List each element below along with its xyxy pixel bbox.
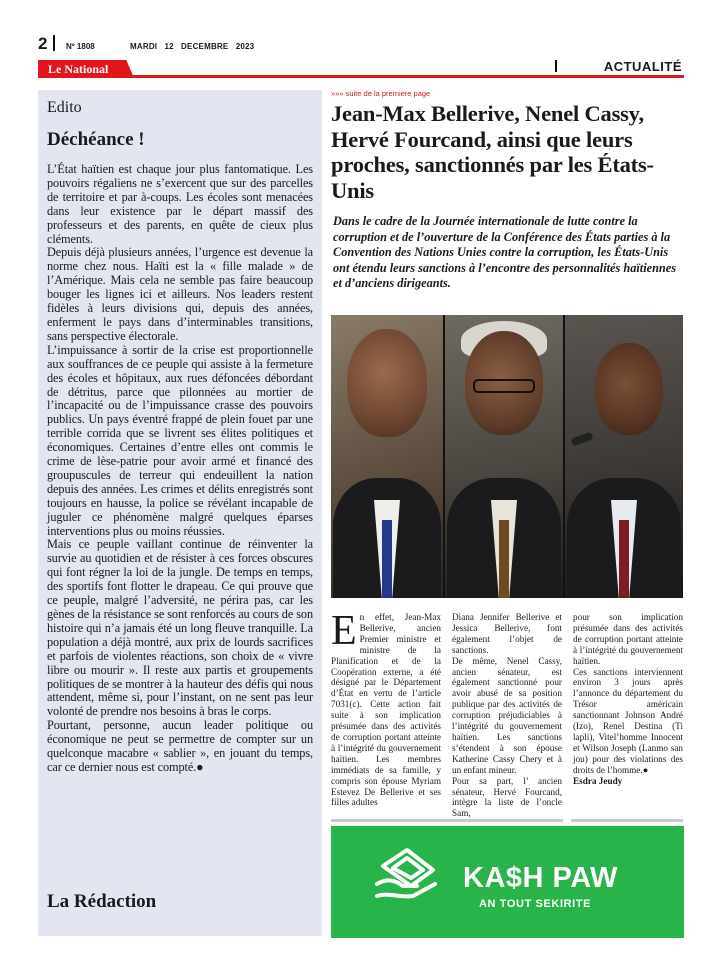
edito-title: Déchéance ! <box>47 129 145 150</box>
money-hand-icon <box>373 844 443 904</box>
issue-date: MARDI 12 DECEMBRE 2023 <box>130 42 255 51</box>
section-banner <box>38 60 684 78</box>
edito-column <box>38 90 322 936</box>
edito-paragraph: Pourtant, personne, aucun leader politique ou économique ne peut se permettre de compter sur un quelconque macabre « sablier », en jouant du temps, car ce dernier nous est compté.● <box>47 718 313 774</box>
kash-paw-advertisement[interactable] <box>331 826 684 938</box>
ad-tagline: AN TOUT SEKIRITE <box>479 898 592 910</box>
edito-body <box>47 163 313 775</box>
continued-note: »»» suite de la premiere page <box>331 89 431 98</box>
portrait-glasses <box>473 379 535 393</box>
article-paragraph: Pour sa part, l’ ancien sénateur, Hervé Fourcand, intègre la liste de l’oncle Sam, <box>452 775 562 819</box>
header-divider <box>53 35 55 51</box>
portrait-photo-2 <box>445 315 563 598</box>
portrait-face <box>595 343 663 435</box>
author-rule <box>571 819 683 822</box>
article-paragraph: De même, Nenel Cassy, ancien sénateur, est également sanctionné pour avoir abusé de sa position publique par des activités de corruption préjudiciables à l’intégrité du gouvernement haïtien. Les sanctions s’étendent à son épouse Katherine Cassy Chery et à un enfant mineur. <box>452 655 562 775</box>
newspaper-brand: Le National <box>48 62 109 76</box>
section-title: ACTUALITÉ <box>603 59 682 74</box>
portrait-face <box>347 329 427 437</box>
ad-brand: KA$H PAW <box>463 862 618 894</box>
portrait-photo-1 <box>331 315 443 598</box>
edito-paragraph: L’impuissance à sortir de la crise est proportionnelle aux souffrances de ce peuple qui assiste à la fermeture des écoles et hôpitaux, aux rues défoncées débordant de détritus, parce que pilonnées au mortier de l’incapacité ou de l’impuissance crasse des pouvoirs publics. Un pays éventré frappé de plein fouet par une terrible corrida que se livrent ses élites politiques et économiques. Certaines d’entre elles ont commis le crime de lèse-patrie pour avoir armé et financé des groupuscules de terreur qui endeuillent la nation depuis des années. Les crimes et délits enregistrés sont toujours en hausse, la police se révélant incapable de juguler ce phénomène malgré quelques éparses interventions plus ou moins réussies. <box>47 342 313 538</box>
edito-paragraph: L’État haïtien est chaque jour plus fantomatique. Les pouvoirs régaliens ne s’exercent que sur des parcelles de territoire et par à-coups. Les écoles sont menacées dans leur existence par le départ massif des professeurs et des parents, en quête de cieux plus cléments. <box>47 162 313 246</box>
edito-paragraph: Mais ce peuple vaillant continue de réinventer la survie au quotidien et de résister à ces forces obscures qui font régner la loi de la jungle. De temps en temps, des sportifs font flotter le drapeau. Ce qui prouve que ce peuple, malgré l’adversité, ne périra pas, car les gènes de la résistance se sont renforcés au cours de son histoire qui n’a jamais été un long fleuve tranquille. La population a déjà montré, aux prix de lourds sacrifices et parfois de violentes réactions, son choix de « vivre libre ou mourir ». Il reste aux partis et groupements politiques de se montrer à la hauteur des défis qui nous attendent, même si, pour l’instant, on ne sent pas leur volonté de prendre nos besoins à bras le corps. <box>47 537 313 719</box>
article-paragraph <box>331 608 441 808</box>
edito-paragraph: Depuis déjà plusieurs années, l’urgence est devenue la norme chez nous. Haïti est la « fille malade » de l’Amérique. Mais cela ne semble pas faire beaucoup bouger les lignes ici et ailleurs. Nos leaders restent fidèles à leurs divisions qui, depuis des années, enferment le pays dans d’interminables transitions, sans perspective électorale. <box>47 245 313 343</box>
microphone-icon <box>570 431 593 446</box>
portrait-tie <box>382 520 392 598</box>
page-header <box>38 36 684 52</box>
article-column-3 <box>573 612 683 787</box>
article-headline: Jean-Max Bellerive, Nenel Cassy, Hervé Fourcand, ainsi que leurs proches, sanctionnés par les États-Unis <box>331 101 654 203</box>
portrait-photo-3 <box>565 315 683 598</box>
section-divider <box>555 60 557 72</box>
article-column-1 <box>331 608 441 808</box>
page-number: 2 <box>38 34 48 53</box>
issue-number: Nº 1808 <box>66 42 95 51</box>
article-body <box>331 608 683 819</box>
article-text: n effet, Jean-Max Bellerive, ancien Premier ministre et ministre de la Planification et de la Coopération externe, a été désigné par le Département d’État en vertu de l’article 7031(c). Cette action fait suite à son implication présumée dans des activités de corruption portant atteinte à l’intégrité du gouvernement haïtien. Les membres immédiats de sa famille, y compris son épouse Myriam Estevez De Bellerive et ses filles adultes <box>331 612 441 808</box>
portrait-tie <box>499 520 509 598</box>
article-column-2 <box>452 612 562 819</box>
portrait-tie <box>619 520 629 598</box>
article-author: Esdra Jeudy <box>573 775 623 786</box>
edito-signature: La Rédaction <box>47 891 157 912</box>
article-paragraph: pour son implication présumée dans des activités de corruption portant atteinte à l’intégrité du gouvernement haïtien. <box>573 612 683 666</box>
banner-rule <box>128 75 684 78</box>
article-paragraph: Diana Jennifer Bellerive et Jessica Bellerive, font également l’objet de sanctions. <box>452 612 562 655</box>
article-photo-strip <box>331 315 683 598</box>
edito-kicker: Edito <box>47 99 82 116</box>
article-end-rule <box>331 819 563 822</box>
drop-cap: E <box>331 608 357 654</box>
article-lead: Dans le cadre de la Journée internationale de lutte contre la corruption et de l’ouverture de la Conférence des États parties à la Convention des Nations Unies contre la corruption, les États-Unis ont étendu leurs sanctions à l’encontre des personnalités haïtiennes et d’anciens dirigeants. <box>333 214 676 290</box>
article-paragraph: Ces sanctions interviennent environ 3 jours après l’annonce du département du Trésor américain sanctionnant Johnson André (Izo), Renel Destina (Ti lapli), Vitel’homme Innocent et Wilson Joseph (Lanmo san jou) pour des violations des droits de l’homme.● <box>573 666 683 775</box>
